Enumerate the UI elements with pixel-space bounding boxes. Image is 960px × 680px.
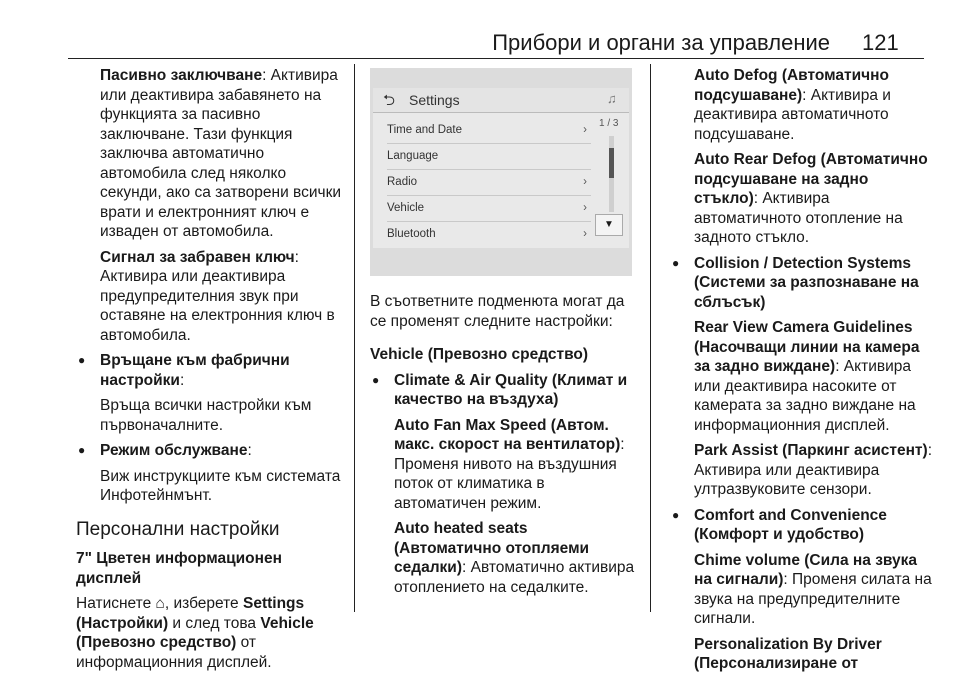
intro-text-b: , изберете [164, 595, 243, 612]
restore-defaults-item [76, 351, 351, 390]
comfort-term: Comfort and Convenience (Комфорт и удобство) [694, 506, 887, 543]
forgot-key-text: : Активира или деактивира предупредителния звук при оставяне на електронния ключ в автомобила. [100, 248, 335, 344]
settings-item-label: Time and Date [387, 124, 462, 136]
heated-seats-term: Auto heated seats (Автоматично отопляеми седалки) [394, 520, 590, 576]
service-mode-item [76, 441, 351, 461]
column-2 [370, 292, 636, 603]
personalization-paragraph [670, 635, 932, 674]
collision-term: Collision / Detection Systems (Системи за разпознаване на сблъсък) [694, 254, 919, 311]
chime-term: Chime volume (Сила на звука на сигнали) [694, 551, 918, 588]
service-mode-colon: : [247, 442, 252, 459]
intro-text-d: от информационния дисплей. [76, 634, 272, 671]
fan-speed-paragraph [370, 416, 636, 514]
chevron-right-icon: › [583, 176, 587, 188]
intro-text-c: и след това [168, 614, 261, 632]
settings-item-radio [387, 170, 591, 196]
intro-vehicle: Vehicle (Превозно средство) [76, 614, 314, 651]
subheading-text: 7" Цветен информационен дисплей [76, 550, 282, 587]
rear-defog-text: : Активира автоматичното отопление на задното стъкло. [694, 190, 903, 246]
chevron-right-icon: › [583, 228, 587, 240]
passive-lock-text: : Активира или деактивира забавянето на функцията за пасивно заключване. Тази функция заключва автоматично автомобила след няколко секунди, ако са затворени всички врати и електронният ключ е изваден от автомобила. [100, 67, 342, 240]
settings-item-bluetooth [387, 222, 591, 247]
header-rule [68, 58, 924, 59]
settings-screenshot [370, 68, 632, 276]
camera-term: Rear View Camera Guidelines (Насочващи линии на камера за задно виждане) [694, 319, 920, 375]
chime-text: : Променя силата на звука на предупредителните сигнали. [694, 571, 932, 627]
page-indicator: 1 / 3 [599, 118, 619, 129]
personalization-term: Personalization By Driver (Персонализиране от [694, 635, 882, 672]
settings-screen [373, 88, 629, 248]
settings-item-label: Radio [387, 176, 418, 188]
settings-item-time-date [387, 118, 591, 144]
rear-defog-term: Auto Rear Defog (Автоматично подсушаване на задно стъкло) [694, 151, 928, 207]
caption: В съответните подменюта могат да се променят следните настройки: [370, 293, 625, 330]
vehicle-heading-text: Vehicle (Превозно средство) [370, 346, 589, 363]
settings-item-label: Vehicle [387, 202, 425, 214]
auto-defog-term: Auto Defog (Автоматично подсушаване) [694, 67, 889, 104]
back-icon: ⮌ [383, 92, 396, 109]
rear-defog-paragraph [670, 150, 932, 248]
comfort-item [670, 506, 932, 545]
climate-item [370, 371, 636, 410]
restore-defaults-colon: : [179, 371, 185, 389]
intro-text-a: Натиснете [76, 595, 156, 612]
forgot-key-paragraph [76, 248, 351, 346]
collision-item [670, 254, 932, 313]
fan-speed-text: : Променя нивото на въздушния поток от климатика в автоматичен режим. [394, 436, 625, 512]
passive-lock-paragraph [76, 66, 351, 242]
park-assist-paragraph [670, 441, 932, 500]
settings-title-bar [373, 88, 629, 113]
settings-item-label: Bluetooth [387, 228, 436, 240]
running-header-title: Прибори и органи за управление [492, 30, 830, 55]
fan-speed-term: Auto Fan Max Speed (Автом. макс. скорост на вентилатор) [394, 416, 621, 453]
auto-defog-text: : Активира и деактивира автоматичното подсушаване. [694, 86, 891, 143]
settings-item-vehicle [387, 196, 591, 222]
park-assist-term: Park Assist (Паркинг асистент) [694, 442, 928, 459]
settings-list [387, 118, 591, 247]
climate-term: Climate & Air Quality (Климат и качество на въздуха) [394, 371, 628, 408]
restore-defaults-term: Връщане към фабрични настройки [100, 352, 290, 389]
intro-settings: Settings (Настройки) [76, 595, 305, 632]
home-icon: ⌂ [155, 595, 165, 612]
intro-paragraph [76, 594, 351, 672]
chevron-right-icon: › [583, 202, 587, 214]
restore-defaults-text: Връща всички настройки към първоначалните. [100, 397, 312, 434]
music-icon: ♫ [607, 91, 617, 106]
passive-lock-term: Пасивно заключване [100, 67, 263, 84]
park-assist-text: : Активира или деактивира ултразвуковите сензори. [694, 442, 933, 498]
forgot-key-term: Сигнал за забравен ключ [100, 248, 295, 266]
subheading [76, 549, 351, 588]
heated-seats-paragraph [370, 519, 636, 597]
column-divider-2 [650, 64, 651, 612]
column-1 [76, 66, 351, 678]
page-number: 121 [862, 30, 899, 55]
vehicle-heading [370, 345, 636, 365]
column-3 [670, 66, 932, 680]
service-mode-term: Режим обслужване [100, 442, 248, 459]
scrollbar-thumb [609, 148, 614, 178]
settings-item-language [387, 144, 591, 170]
heated-seats-text: : Автоматично активира отоплението на седалките. [394, 559, 635, 596]
settings-title: Settings [409, 92, 460, 108]
camera-text: : Активира или деактивира насоките от камерата за задно виждане на информационния дисплей. [694, 358, 916, 434]
chevron-right-icon: › [583, 124, 587, 136]
auto-defog-paragraph [670, 66, 932, 144]
service-mode-text: Виж инструкциите към системата Инфотейнмънт. [100, 467, 341, 504]
camera-paragraph [670, 318, 932, 435]
column-divider-1 [354, 64, 355, 612]
scroll-down-icon: ▼ [595, 214, 623, 236]
chime-paragraph [670, 551, 932, 629]
settings-item-label: Language [387, 150, 439, 162]
section-heading: Персонални настройки [76, 518, 280, 540]
